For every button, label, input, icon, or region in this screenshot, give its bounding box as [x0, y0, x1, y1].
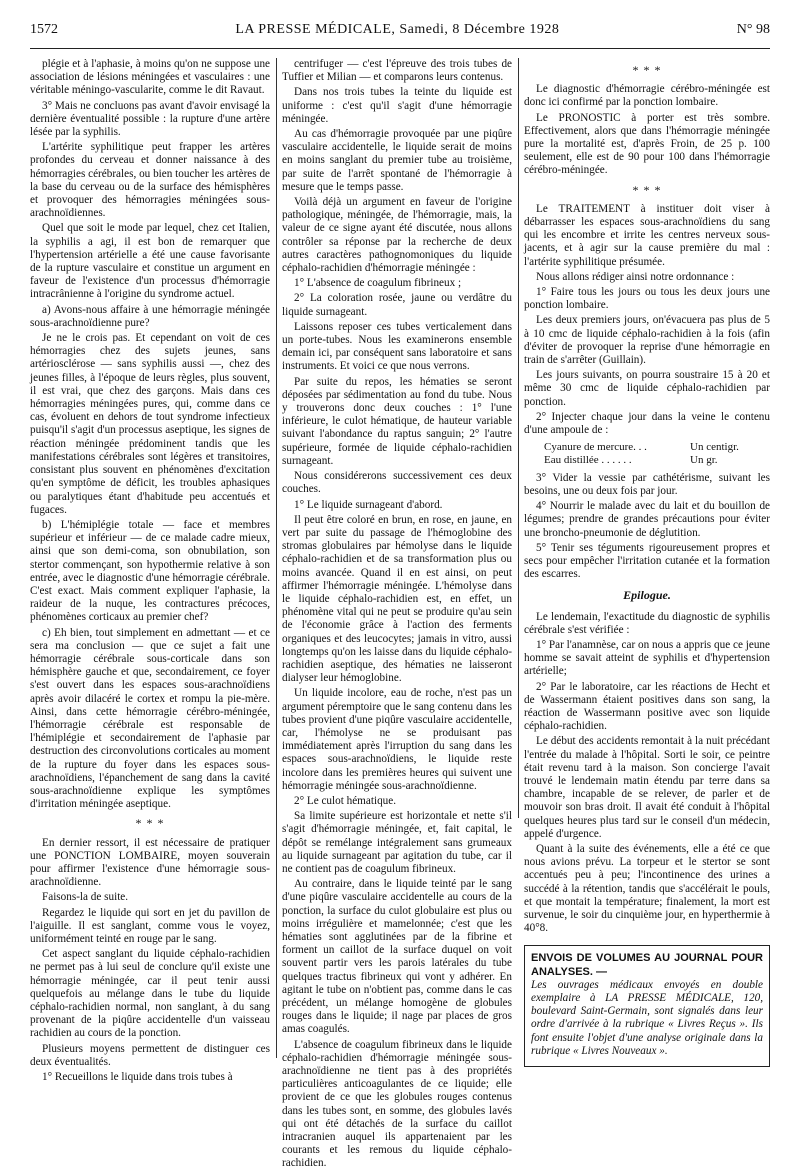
col1-block-b — [30, 837, 270, 1085]
section-separator: * * * — [632, 182, 662, 197]
paragraph: Un liquide incolore, eau de roche, n'est pas un argument péremptoire que le sang contenu dans les tubes provient d'une piqûre vasculaire accidentelle, car, l'hémolyse ne se produisant pas immédiatement après l'irruption du sang dans les espaces sous-arachnoïdiens, le liquide reste incolore dans les premières heures qui suivent une hémorragie méningée sous-arachnoïdienne. — [282, 687, 512, 792]
recipe-item: Cyanure de mercure. . . — [544, 441, 647, 454]
paragraph: plégie et à l'aphasie, à moins qu'on ne suppose une association de lésions méningées et vasculaires : une véritable méningo-vascularite, comme le dit Ravaut. — [30, 58, 270, 97]
recipe-dose: Un centigr. — [690, 441, 739, 454]
paragraph: Faisons-la de suite. — [42, 891, 129, 904]
paragraph: Les deux premiers jours, on'évacuera pas plus de 5 à 10 cmc de liquide céphalo-rachidien à la fois (afin d'éviter de provoquer la reprise d'une hémorragie en train de s'arrêter (Guillain). — [524, 314, 770, 367]
paragraph: a) Avons-nous affaire à une hémorragie méningée sous-arachnoïdienne pure? — [30, 303, 270, 329]
paragraph: 1° Le liquide surnageant d'abord. — [294, 498, 443, 511]
paragraph: 4° Nourrir le malade avec du lait et du bouillon de légumes; prendre de grandes précautions pour éviter une broncho-pneumonie de déglutition. — [524, 500, 770, 539]
paragraph: Sa limite supérieure est horizontale et nette s'il s'agit d'hémorragie méningée, et, fait capital, le dépôt se remélange intégralement sans grumeaux au liquide surnageant par agitation du tube, car il ne contient pas de coagulum fibrineux. — [282, 810, 512, 875]
paragraph: Le début des accidents remontait à la nuit précédant l'entrée du malade à l'hôpital. Sorti le soir, ce peintre était revenu tard à la maison. Son concierge l'avait trouvé le lendemain matin étendu par terre dans sa chambre, incapable de se relever, de parler et de mouvoir son bras droit. Il avait été conduit à l'hôpital quelques heures plus tard sur le conseil d'un médecin, appelé d'urgence. — [524, 735, 770, 840]
paragraph: c) Eh bien, tout simplement en admettant — et ce sera ma conclusion — que ce sujet a fait une hémorragie cérébrale sous-corticale dans son hémisphère gauche et que, secondairement, ce foyer s'est ouvert dans les espaces sous-arachnoïdiens après avoir dilacéré le cortex et rompu la pie-mère. Ainsi, dans cette hémorragie cérébro-méningée, l'hémorragie cérébrale est responsable de l'hémiplégie et secondairement de l'aphasie par destruction des circonvolutions corticales au moment de la rupture du foyer dans les espaces sous-arachnoïdiens, l'épanchement de sang dans la cavité sous-arachnoïdienne explique les symptômes d'irritation méningée aseptique. — [30, 626, 270, 811]
paragraph: Le lendemain, l'exactitude du diagnostic de syphilis cérébrale s'est vérifiée : — [524, 610, 770, 636]
section-separator: * * * — [632, 63, 662, 77]
paragraph: Au contraire, dans le liquide teinté par le sang d'une piqûre vasculaire accidentelle au cours de la ponction, la surface du culot globulaire est plus ou moins irrégulière et mamelonnée; c'est que les hématies sont agglutinées par de la fibrine et forment un caillot de la surface duquel on voit souvent partir vers les parois latérales du tube quelques tractus fibrineux qui vont y adhérer. En agitant le tube on n'obtient pas, comme dans le cas précédent, un mélange homogène de globules rouges dans le liquide; il nage par places de gros amas coagulés. — [282, 878, 512, 1036]
paragraph: 3° Vider la vessie par cathétérisme, suivant les besoins, une ou deux fois par jour. — [524, 471, 770, 497]
column-divider — [518, 58, 519, 818]
paragraph: 1° Par l'anamnèse, car on nous a appris que ce jeune homme se savait atteint de syphilis et d'hypertension artérielle; — [524, 638, 770, 678]
paragraph: centrifuger — c'est l'épreuve des trois tubes de Tuffier et Milian — et comparons leurs contenus. — [282, 58, 512, 84]
paragraph: Par suite du repos, les hématies se seront déposées par sédimentation au fond du tube. Nous y trouverons donc deux couches : 1° l'une inférieure, le culot hématique, de hauteur variable suivant l'abondance du raptus sanguin; 2° l'autre supérieure, formée de liquide céphalo-rachidien surnageant. — [282, 375, 512, 467]
paragraph: Il peut être coloré en brun, en rose, en jaune, en vert par suite du passage de l'hémoglobine des stromas globulaires par hémolyse dans le liquide céphalo-rachidien et de sa transformation plus ou moins avancée. Quand il en est ainsi, on peut affirmer l'hémorragie méningée. L'hémolyse dans le liquide céphalo-rachidien est, en effet, un phénomène vital qui ne peut se produire qu'au sein de l'économie grâce à l'action des ferments organiques et des leucocytes; jamais in vitro, aussi longtemps qu'on les laisse dans du liquide céphalo-rachidien aseptique, des hématies ne laisseront dialyser leur hémoglobine. — [282, 513, 512, 685]
paragraph: Laissons reposer ces tubes verticalement dans un porte-tubes. Nous les examinerons ensemble demain ici, par conséquent sans laboratoire et sans instruments. Et voici ce que nous verrons. — [282, 320, 512, 373]
paragraph: En dernier ressort, il est nécessaire de pratiquer une PONCTION LOMBAIRE, moyen souverain pour affirmer l'existence d'une hémorragie sous-arachnoïdienne. — [30, 836, 270, 889]
paragraph: Le PRONOSTIC à porter est très sombre. Effectivement, alors que dans l'hémorragie méningée pure la mortalité est, d'après Froin, de 25 p. 100 seulement, elle est de 90 pour 100 dans l'hémorragie cérébro-méningée. — [524, 111, 770, 177]
paragraph: Le TRAITEMENT à instituer doit viser à débarrasser les espaces sous-arachnoïdiens du sang qui les encombre et irrite les centres nerveux sous-jacents, et à agir sur la cause première du mal : l'artérite syphilitique présumée. — [524, 202, 770, 268]
notice-box — [524, 945, 770, 1067]
journal-title: LA PRESSE MÉDICALE, Samedi, 8 Décembre 1928 — [235, 22, 560, 37]
paragraph: 2° Injecter chaque jour dans la veine le contenu d'une ampoule de : — [524, 410, 770, 437]
paragraph: L'artérite syphilitique peut frapper les artères profondes du cerveau et donner naissance à des hémorragies cérébrales, ou bien toucher les artères de la base du cerveau ou de la surface des hémisphères et provoquer des hémorragies méningées sous-arachnoïdiennes. — [30, 141, 270, 220]
paragraph: 2° La coloration rosée, jaune ou verdâtre du liquide surnageant. — [282, 292, 512, 318]
column-divider — [276, 58, 277, 1058]
paragraph: 3° Mais ne concluons pas avant d'avoir envisagé la dernière éventualité possible : la rupture d'une artère lésée par la syphilis. — [30, 99, 270, 139]
page-header — [30, 22, 770, 49]
paragraph: Au cas d'hémorragie provoquée par une piqûre vasculaire accidentelle, le liquide serait de moins en moins sanglant du premier tube au troisième, par suite de l'arrêt spontané de l'hémorragie à mesure que le temps passe. — [282, 128, 512, 193]
column-3 — [524, 58, 770, 1058]
paragraph: Nous considérerons successivement ces deux couches. — [282, 470, 512, 496]
paragraph: Le diagnostic d'hémorragie cérébro-méningée est donc ici confirmé par la ponction lombaire. — [524, 83, 770, 109]
recipe-item: Eau distillée . . . . . . — [544, 454, 632, 467]
col1-block-a — [30, 58, 270, 811]
paragraph: 2° Par le laboratoire, car les réactions de Hecht et de Wassermann étaient positives dans son sang, la réaction de Wassermann positive avec son liquide céphalo-rachidien. — [524, 680, 770, 733]
column-2 — [282, 58, 512, 1170]
paragraph: L'absence de coagulum fibrineux dans le liquide céphalo-rachidien d'hémorragie méningée sous-arachnoïdienne ne tient pas à des propriétés particulières anticoagulantes de ce liquide; elle provient de ce que les globules rouges contenus dans les tubes sont, en somme, des globules lavés qui ont été détachés de la surface du caillot intracranien auquel ils appartenaient par les courants et les remous du liquide céphalo-rachidien. — [282, 1038, 512, 1170]
paragraph: Les jours suivants, on pourra soustraire 15 à 20 et même 30 cmc de liquide céphalo-rachidien par ponction. — [524, 369, 770, 408]
paragraph: Nous allons rédiger ainsi notre ordonnance : — [536, 270, 735, 283]
paragraph: 1° Faire tous les jours ou tous les deux jours une ponction lombaire. — [524, 286, 770, 312]
paragraph: Je ne le crois pas. Et cependant on voit de ces hémorragies chez des sujets jeunes, sans artériosclérose — sans syphilis aussi —, chez des jeunes filles, à l'époque de leurs règles, plus souvent, il est vrai, que chez des garçons. Mais dans ces hémorragies méningées pures, qui, comme dans ce cas, évoluent en dehors de tout syndrome infectieux puisqu'il s'agit d'un processus aseptique, les signes de réaction méningée prédominent tandis que les manifestations cérébrales sont légères et transitoires, consistant plus souvent en phénomènes d'excitation qu'en symptôme de déficit, les troubles aphasiques ou paralytiques étant d'habitude peu accentués et fugaces. — [30, 332, 270, 516]
paragraph: 1° L'absence de coagulum fibrineux ; — [294, 277, 462, 290]
issue-number: N° 98 — [736, 22, 770, 37]
paragraph: Voilà déjà un argument en faveur de l'origine pathologique, méningée, de l'hémorragie, mais, la valeur de ce signe ayant été discutée, nous allons contrôler sa réponse par la recherche de deux autres caractères pathognomoniques du liquide céphalo-rachidien d'hémorragie méningée : — [282, 196, 512, 275]
section-title-epilogue: Epilogue. — [623, 588, 671, 603]
paragraph: b) L'hémiplégie totale — face et membres supérieur et inférieur — de ce malade cadre mieux, ainsi que son demi-coma, son obnubilation, son stertor commençant, son hypothermie relative à son entrée, avec le diagnostic d'une hémorragie cérébrale. C'est exact. Mais comment expliquer l'aphasie, la raideur de la nuque, les contractures précoces, phénomènes corticaux au premier chef? — [30, 518, 270, 624]
notice-title: ENVOIS DE VOLUMES AU JOURNAL POUR ANALYSES. — — [531, 952, 763, 978]
paragraph: 1° Recueillons le liquide dans trois tubes à — [42, 1071, 233, 1084]
paragraph: Cet aspect sanglant du liquide céphalo-rachidien ne permet pas à lui seul de conclure qu'il existe une hémorragie méningée, car il peut tenir aussi quelquefois au mélange dans le tube du liquide céphalo-rachidien normal, non sanglant, à du sang provenant de la piqûre accidentelle d'un vaisseau rachidien au cours de la ponction. — [30, 948, 270, 1040]
notice-text: Les ouvrages médicaux envoyés en double exemplaire à LA PRESSE MÉDICALE, 120, boulevard Saint-Germain, sont signalés dans leur ordre d'arrivée à la rubrique « Livres Reçus ». Ils font ensuite l'objet d'une analyse originale dans la rubrique « Livres Nouveaux ». — [531, 978, 763, 1057]
page-number: 1572 — [30, 22, 58, 37]
recipe-dose: Un gr. — [690, 454, 718, 467]
paragraph: 2° Le culot hématique. — [294, 794, 397, 807]
section-separator: * * * — [135, 816, 165, 831]
paragraph: Regardez le liquide qui sort en jet du pavillon de l'aiguille. Il est sanglant, comme vous le voyez, uniformément teinté en rouge par le sang. — [30, 906, 270, 945]
paragraph: Plusieurs moyens permettent de distinguer ces deux éventualités. — [30, 1042, 270, 1068]
paragraph: Quel que soit le mode par lequel, chez cet Italien, la syphilis a agi, il est bon de remarquer que l'hypertension artérielle a été une cause favorisante de la rupture vasculaire et constitue un argument en faveur de l'existence d'un processus d'hémorragie intracrânienne à l'origine du syndrome actuel. — [30, 222, 270, 301]
paragraph: Dans nos trois tubes la teinte du liquide est uniforme : c'est qu'il s'agit d'une hémorragie méningée. — [282, 86, 512, 125]
paragraph: Quant à la suite des événements, elle a été ce que nous avions prévu. La torpeur et le stertor se sont accentués peu à peu; l'incontinence des urines a succédé à la rétention, tandis que s'accélérait le pouls, et que montait la température; finalement, la mort est survenue, le soir du cinquième jour, en hyperthermie à 40°8. — [524, 842, 770, 935]
column-1 — [30, 58, 270, 1084]
prescription-table — [544, 441, 750, 467]
paragraph: 5° Tenir ses téguments rigoureusement propres et secs pour empêcher l'irritation cutanée et la formation des escarres. — [524, 541, 770, 581]
